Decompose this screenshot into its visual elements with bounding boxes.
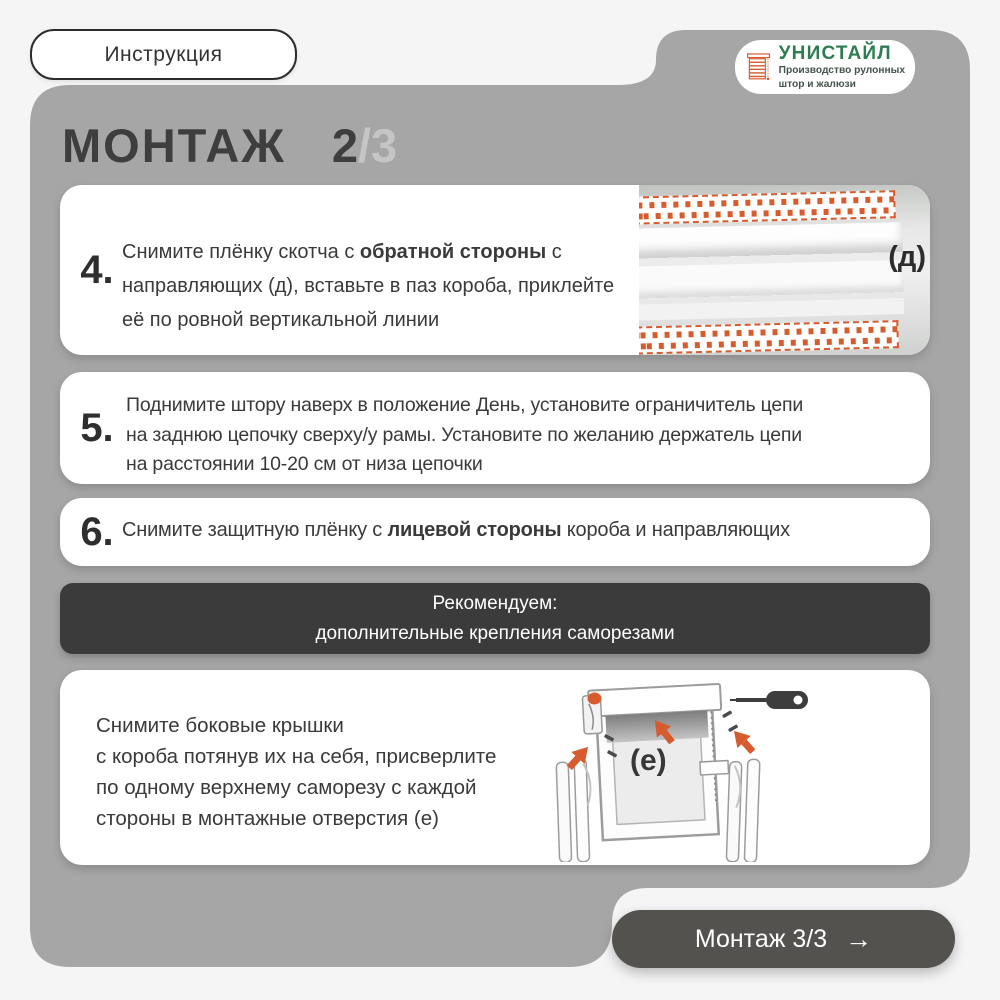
side-rail-left-pair <box>556 758 593 862</box>
step-5-line-2: на заднюю цепочку сверху/у рамы. Установите по желанию держатель цепи <box>126 423 802 446</box>
final-step-line-3: по одному верхнему саморезу с каждой <box>96 776 477 799</box>
step-6-card <box>60 498 930 566</box>
brand-tagline-line1: Производство рулонных <box>778 65 905 76</box>
rail-bottom <box>639 298 904 321</box>
step-5-number: 5. <box>80 405 114 450</box>
step-6-text-bold: лицевой стороны <box>387 519 562 541</box>
final-step-text <box>96 710 496 834</box>
step-5-line-3: на расстоянии 10-20 см от низа цепочки <box>126 453 483 475</box>
page-title-text: МОНТАЖ <box>62 119 286 172</box>
rails-photo-content <box>639 185 930 355</box>
side-rail-right-pair <box>726 759 760 862</box>
recommendation-line-2: дополнительные крепления саморезами <box>315 622 675 644</box>
step-4-text-pre: Снимите плёнку скотча с <box>122 241 360 263</box>
mounting-diagram <box>552 674 892 862</box>
instruction-badge-label: Инструкция <box>104 42 223 66</box>
brand-tagline-line2: штор и жалюзи <box>778 78 856 90</box>
photo-label-d: (д) <box>888 241 926 273</box>
brand-logo <box>735 40 915 94</box>
step-4-text-bold: обратной стороны <box>359 241 547 263</box>
step-6-text-pre: Снимите защитную плёнку с <box>122 519 388 541</box>
step-5-card <box>60 372 930 484</box>
rail-top <box>639 222 903 259</box>
step-6-text <box>122 519 790 542</box>
recommendation-banner <box>60 583 930 654</box>
step-4-text-post: с направляющих (д), вставьте в паз короба, приклейте её по ровной вертикальной линии <box>122 241 615 331</box>
step-5-text <box>126 391 803 480</box>
step-6-number: 6. <box>80 509 114 554</box>
step-6-text-post: короба и направляющих <box>561 519 790 541</box>
adhesive-tape-strip-bottom <box>639 320 899 354</box>
final-step-line-1: Снимите боковые крышки <box>96 714 344 737</box>
brand-name: УНИСТАЙЛ <box>778 43 892 64</box>
screwdriver-icon <box>730 691 808 709</box>
next-page-button[interactable] <box>612 910 955 968</box>
next-page-button-label: Монтаж 3/3 <box>694 924 828 953</box>
rail-middle <box>639 260 904 299</box>
chain-holder <box>700 761 729 775</box>
final-step-line-4: стороны в монтажные отверстия (е) <box>96 807 439 830</box>
step-4-card <box>60 185 930 355</box>
step-4-text <box>122 235 617 337</box>
final-step-card <box>60 670 930 865</box>
step-4-number: 4. <box>80 247 114 292</box>
page-counter-total: /3 <box>357 119 398 172</box>
page-counter <box>332 118 397 173</box>
recommendation-line-1: Рекомендуем: <box>432 592 558 614</box>
page-counter-current: 2 <box>331 119 358 172</box>
final-step-line-2: с короба потянув их на себя, присверлите <box>96 745 497 768</box>
blinds-icon <box>747 45 771 89</box>
arrow-right-icon: → <box>845 923 873 954</box>
adhesive-tape-strip-top <box>639 190 896 224</box>
step-5-line-1: Поднимите штору наверх в положение День, установите ограничитель цепи <box>126 394 804 416</box>
page-title <box>62 118 397 173</box>
step-4-photo <box>639 185 930 355</box>
diagram-label-e: (е) <box>630 744 667 777</box>
instruction-badge[interactable] <box>30 29 297 80</box>
